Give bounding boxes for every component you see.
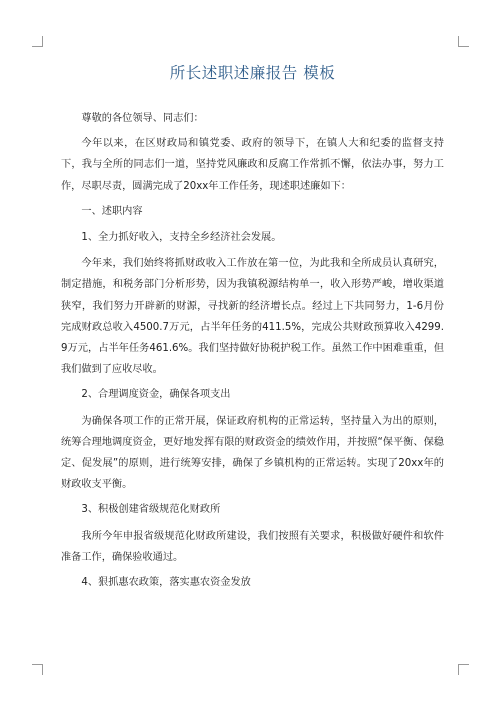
crop-mark-top-left: [32, 36, 43, 47]
item-3-heading: 3、积极创建省级规范化财政所: [81, 504, 221, 516]
document-title: 所长述职述廉报告 模板: [169, 64, 336, 82]
item-1-body: 今年来，我们始终将抓财政收入工作放在第一位，为此我和全所成员认真研究，制定措施，和税务部门分析形势，因为我镇税源结构单一，收入形势严峻，增收渠道狭窄，我们努力开辟新的财源，寻找新的经济增长点。经过上下共同努力，1-6月份完成财政总收入4500.7万元，占半年任务的411.5%，完成公共财政预算收入4299.9万元，占半年任务461.6%。我们坚持做好协税护税工作。虽然工作中困难重重，但我们做到了应收尽收。: [61, 258, 444, 376]
item-3-body: 我所今年申报省级规范化财政所建设，我们按照有关要求，积极做好硬件和软件准备工作，确保验收通过。: [61, 530, 444, 563]
item-4-heading: 4、狠抓惠农政策，落实惠农资金发放: [81, 577, 251, 589]
crop-mark-top-right: [458, 36, 469, 47]
greeting: 尊敬的各位领导、同志们：: [81, 113, 204, 124]
crop-mark-bottom-right: [458, 664, 469, 675]
crop-mark-bottom-left: [32, 664, 43, 675]
section-1-heading: 一、述职内容: [81, 205, 143, 217]
item-2-body: 为确保各项工作的正常开展，保证政府机构的正常运转，坚持量入为出的原则，统筹合理地调度资金，更好地发挥有限的财政资金的绩效作用，并按照“保平衡、保稳定、促发展”的原则，进行统筹安排，确保了乡镇机构的正常运转。实现了20xx年的财政收支平衡。: [61, 415, 444, 491]
document-page: [61, 60, 444, 598]
intro-paragraph: 今年以来，在区财政局和镇党委、政府的领导下，在镇人大和纪委的监督支持下，我与全所的同志们一道，坚持党风廉政和反腐工作常抓不懈，依法办事，努力工作，尽职尽责，圆满完成了20xx年工作任务，现述职述廉如下：: [61, 138, 444, 192]
item-1-heading: 1、全力抓好收入，支持全乡经济社会发展。: [81, 232, 282, 244]
item-2-heading: 2、合理调度资金，确保各项支出: [81, 389, 231, 401]
